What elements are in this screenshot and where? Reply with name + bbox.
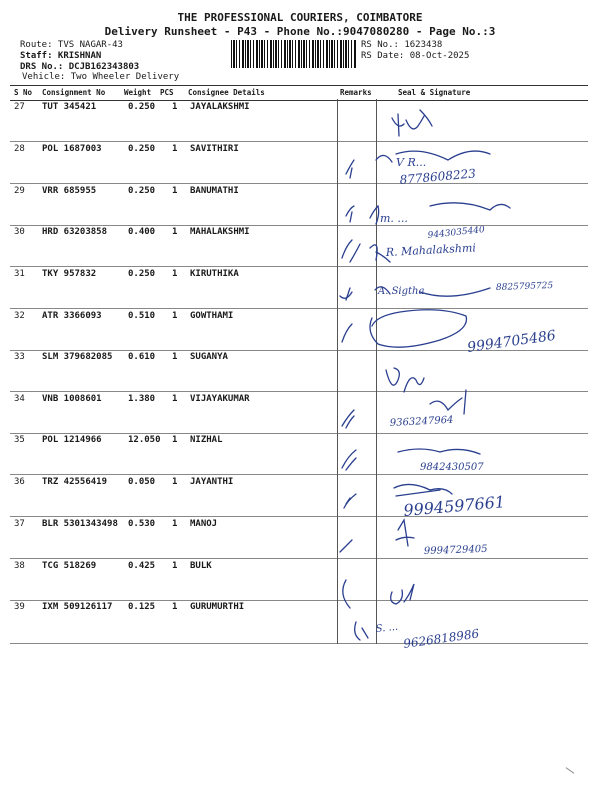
cell-consignee: SUGANYA <box>190 352 228 362</box>
cell-consignee: VIJAYAKUMAR <box>190 394 250 404</box>
cell-weight: 0.425 <box>128 561 156 571</box>
cell-consignee: SAVITHIRI <box>190 144 239 154</box>
cell-consignment: VNB 1008601 <box>42 394 102 404</box>
cell-consignment: VRR 685955 <box>42 186 97 196</box>
stamp-outline-32 <box>370 310 466 347</box>
cell-pcs: 1 <box>172 186 178 196</box>
cell-pcs: 1 <box>172 561 178 571</box>
cell-weight: 0.510 <box>128 311 156 321</box>
cell-consignee: JAYALAKSHMI <box>190 102 250 112</box>
signature-mark-35 <box>398 449 480 454</box>
cell-sno: 37 <box>14 519 25 529</box>
col-remarks: Remarks <box>340 88 372 97</box>
handwritten-phone-35: 9842430507 <box>420 462 484 473</box>
cell-sno: 34 <box>14 394 25 404</box>
cell-pcs: 1 <box>172 102 178 112</box>
cell-pcs: 1 <box>172 352 178 362</box>
cell-weight: 0.610 <box>128 352 156 362</box>
cell-consignee: GOWTHAMI <box>190 311 234 321</box>
handwritten-phone-37: 9994729405 <box>423 543 488 557</box>
handwritten-phone-32: 9994705486 <box>466 327 557 356</box>
signature-mark-37 <box>396 520 414 546</box>
cell-weight: 0.250 <box>128 269 156 279</box>
cell-consignment: SLM 379682085 <box>42 352 113 362</box>
cell-weight: 12.050 <box>128 435 161 445</box>
cell-consignment: TCG 518269 <box>42 561 97 571</box>
cell-consignee: MAHALAKSHMI <box>190 227 250 237</box>
cell-sno: 32 <box>14 311 25 321</box>
cell-weight: 0.250 <box>128 102 156 112</box>
cell-consignee: BANUMATHI <box>190 186 239 196</box>
cell-sno: 35 <box>14 435 25 445</box>
handwritten-phone-39: 9626818986 <box>402 626 481 651</box>
handwritten-name-39: S. ... <box>375 621 399 635</box>
signature-mark-28 <box>376 151 490 162</box>
cell-consignment: TKY 957832 <box>42 269 97 279</box>
rs-number: RS No.: 1623438 <box>361 40 443 50</box>
tick-mark-30 <box>342 240 360 262</box>
cell-consignment: TUT 345421 <box>42 102 97 112</box>
cell-consignment: POL 1687003 <box>42 144 102 154</box>
rs-date: RS Date: 08-Oct-2025 <box>361 51 470 61</box>
tick-mark-37 <box>340 540 352 552</box>
cell-sno: 39 <box>14 602 25 612</box>
company-title: THE PROFESSIONAL COURIERS, COIMBATORE <box>177 11 423 24</box>
cell-consignee: MANOJ <box>190 519 218 529</box>
handwritten-phone-36: 9994597661 <box>402 492 506 520</box>
cell-sno: 30 <box>14 227 25 237</box>
tick-mark-36 <box>344 494 356 508</box>
col-consignment: Consignment No <box>42 88 106 97</box>
cell-weight: 0.400 <box>128 227 156 237</box>
cell-weight: 0.250 <box>128 186 156 196</box>
tick-mark-38 <box>343 580 350 608</box>
cell-consignee: BULK <box>190 561 212 571</box>
cell-consignment: IXM 509126117 <box>42 602 113 612</box>
col-seal: Seal & Signature <box>398 88 471 97</box>
cell-pcs: 1 <box>172 269 178 279</box>
cell-weight: 0.125 <box>128 602 156 612</box>
cell-sno: 29 <box>14 186 25 196</box>
handwritten-name-30: R. Mahalakshmi <box>385 241 477 259</box>
cell-pcs: 1 <box>172 394 178 404</box>
cell-pcs: 1 <box>172 311 178 321</box>
col-sno: S No <box>14 88 33 97</box>
cell-consignee: KIRUTHIKA <box>190 269 239 279</box>
col-consignee: Consignee Details <box>188 88 265 97</box>
cell-sno: 28 <box>14 144 25 154</box>
signature-mark-27 <box>392 110 432 136</box>
cell-pcs: 1 <box>172 477 178 487</box>
route-label: Route: TVS NAGAR-43 <box>20 40 123 50</box>
handwritten-phone-29: 9443035440 <box>427 225 486 241</box>
cell-pcs: 1 <box>172 227 178 237</box>
tick-mark-32 <box>342 324 352 342</box>
tick-mark-34 <box>342 410 354 428</box>
tick-mark-29 <box>346 206 354 222</box>
cell-consignee: JAYANTHI <box>190 477 234 487</box>
cell-sno: 31 <box>14 269 25 279</box>
cell-weight: 1.380 <box>128 394 156 404</box>
runsheet-subtitle: Delivery Runsheet - P43 - Phone No.:9047080280 - Page No.:3 <box>104 25 496 38</box>
cell-consignment: TRZ 42556419 <box>42 477 108 487</box>
cell-consignment: POL 1214966 <box>42 435 102 445</box>
signature-mark-34 <box>430 390 466 414</box>
staff-label: Staff: KRISHNAN <box>20 51 102 61</box>
vehicle-label: Vehicle: Two Wheeler Delivery <box>22 72 180 82</box>
cell-weight: 0.530 <box>128 519 156 529</box>
handwritten-name-31: A. Sigtha <box>378 286 425 297</box>
handwritten-phone-28: 8778608223 <box>399 166 477 187</box>
drs-number: DRS No.: DCJB162343803 <box>20 62 140 72</box>
cell-consignment: ATR 3366093 <box>42 311 102 321</box>
cell-consignment: BLR 5301343498 <box>42 519 118 529</box>
cell-pcs: 1 <box>172 435 178 445</box>
cell-sno: 27 <box>14 102 25 112</box>
cell-weight: 0.050 <box>128 477 156 487</box>
handwritten-name-28: V R... <box>396 156 427 169</box>
signature-mark-33 <box>386 368 424 392</box>
cell-pcs: 1 <box>172 602 178 612</box>
col-pcs: PCS <box>160 88 174 97</box>
cell-weight: 0.250 <box>128 144 156 154</box>
cell-sno: 38 <box>14 561 25 571</box>
tick-mark-31 <box>340 288 352 300</box>
signature-mark-38 <box>391 584 414 604</box>
handwritten-phone-31: 8825795725 <box>495 281 554 293</box>
cell-consignee: NIZHAL <box>190 435 223 445</box>
signature-mark-36 <box>394 484 452 496</box>
handwritten-name-29: m. ... <box>380 212 408 225</box>
tick-mark-28 <box>346 160 354 178</box>
cell-pcs: 1 <box>172 144 178 154</box>
cell-pcs: 1 <box>172 519 178 529</box>
col-weight: Weight <box>124 88 152 97</box>
cell-consignment: HRD 63203858 <box>42 227 108 237</box>
cell-consignee: GURUMURTHI <box>190 602 245 612</box>
handwritten-phone-34: 9363247964 <box>389 414 454 429</box>
signature-mark-39 <box>355 622 368 640</box>
cell-sno: 36 <box>14 477 25 487</box>
tick-mark-35 <box>342 450 356 470</box>
cell-sno: 33 <box>14 352 25 362</box>
